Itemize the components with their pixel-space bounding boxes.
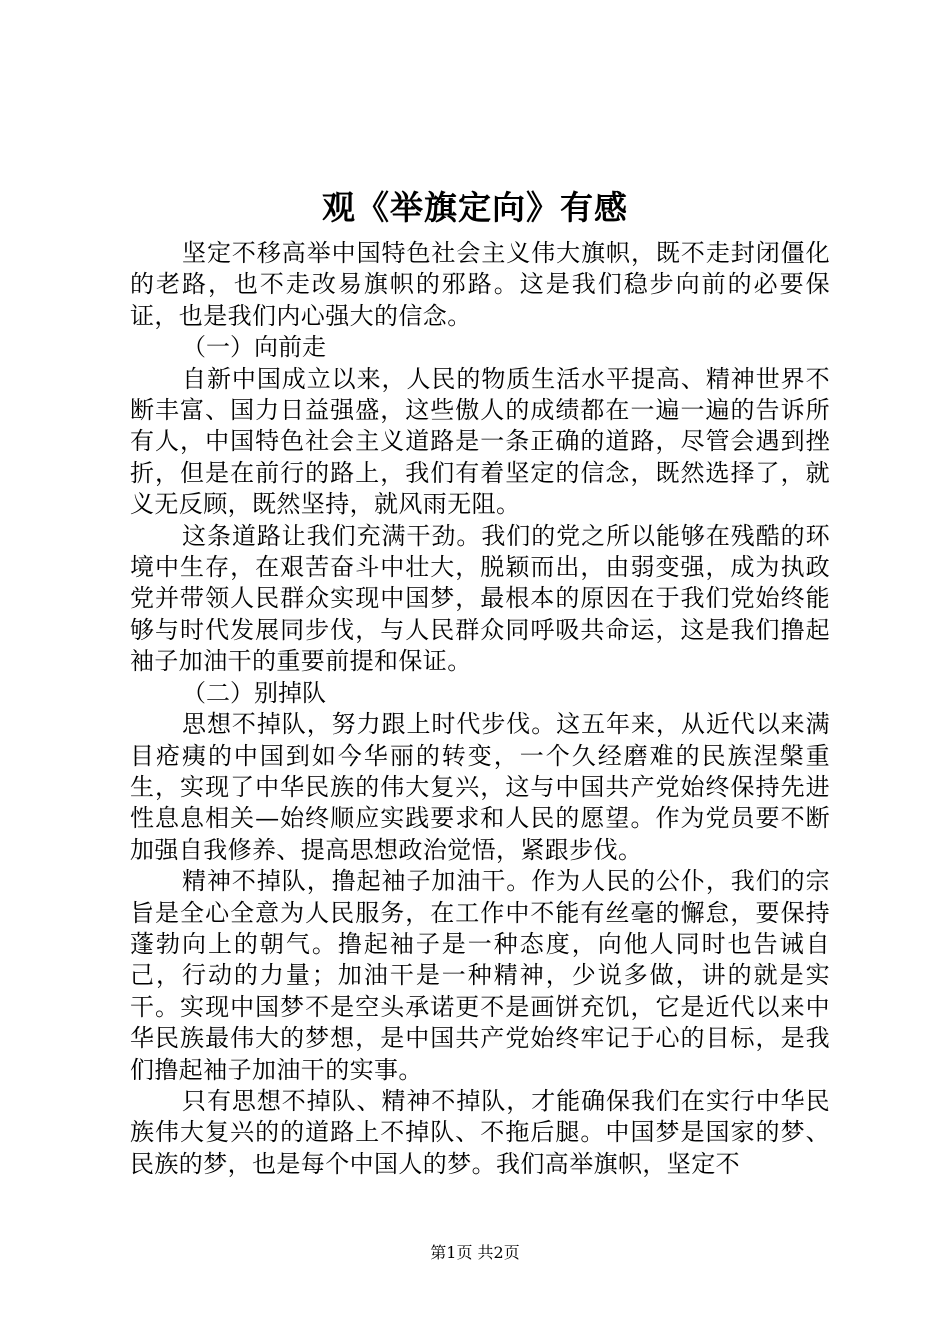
paragraph-intro: 坚定不移高举中国特色社会主义伟大旗帜，既不走封闭僵化的老路，也不走改易旗帜的邪路。这是我们稳步向前的必要保证，也是我们内心强大的信念。 <box>130 239 830 330</box>
page-footer: 第1页 共2页 <box>430 1243 520 1262</box>
section-heading-2: （二）别掉队 <box>182 678 326 707</box>
paragraph: 精神不掉队，撸起袖子加油干。作为人民的公仆，我们的宗旨是全心全意为人民服务，在工作中不能有丝毫的懈怠，要保持蓬勃向上的朝气。撸起袖子是一种态度，向他人同时也告诫自己，行动的力量；加油干是一种精神，少说多做，讲的就是实干。实现中国梦不是空头承诺更不是画饼充饥，它是近代以来中华民族最伟大的梦想，是中国共产党始终牢记于心的目标，是我们撸起袖子加油干的实事。 <box>130 867 830 1084</box>
document-body <box>130 238 830 1180</box>
paragraph: 这条道路让我们充满干劲。我们的党之所以能够在残酷的环境中生存，在艰苦奋斗中壮大，脱颖而出，由弱变强，成为执政党并带领人民群众实现中国梦，最根本的原因在于我们党始终能够与时代发展同步伐，与人民群众同呼吸共命运，这是我们撸起袖子加油干的重要前提和保证。 <box>130 521 830 676</box>
paragraph: 思想不掉队，努力跟上时代步伐。这五年来，从近代以来满目疮痍的中国到如今华丽的转变，一个久经磨难的民族涅槃重生，实现了中华民族的伟大复兴，这与中国共产党始终保持先进性息息相关—始终顺应实践要求和人民的愿望。作为党员要不断加强自我修养、提高思想政治觉悟，紧跟步伐。 <box>130 710 830 864</box>
document-title: 观《举旗定向》有感 <box>322 188 628 227</box>
paragraph: 只有思想不掉队、精神不掉队，才能确保我们在实行中华民族伟大复兴的的道路上不掉队、不拖后腿。中国梦是国家的梦、民族的梦，也是每个中国人的梦。我们高举旗帜，坚定不 <box>130 1086 830 1178</box>
paragraph: 自新中国成立以来，人民的物质生活水平提高、精神世界不断丰富、国力日益强盛，这些傲人的成绩都在一遍一遍的告诉所有人，中国特色社会主义道路是一条正确的道路，尽管会遇到挫折，但是在前行的路上，我们有着坚定的信念，既然选择了，就义无反顾，既然坚持，就风雨无阻。 <box>130 364 830 519</box>
section-heading-1: （一）向前走 <box>182 333 326 362</box>
